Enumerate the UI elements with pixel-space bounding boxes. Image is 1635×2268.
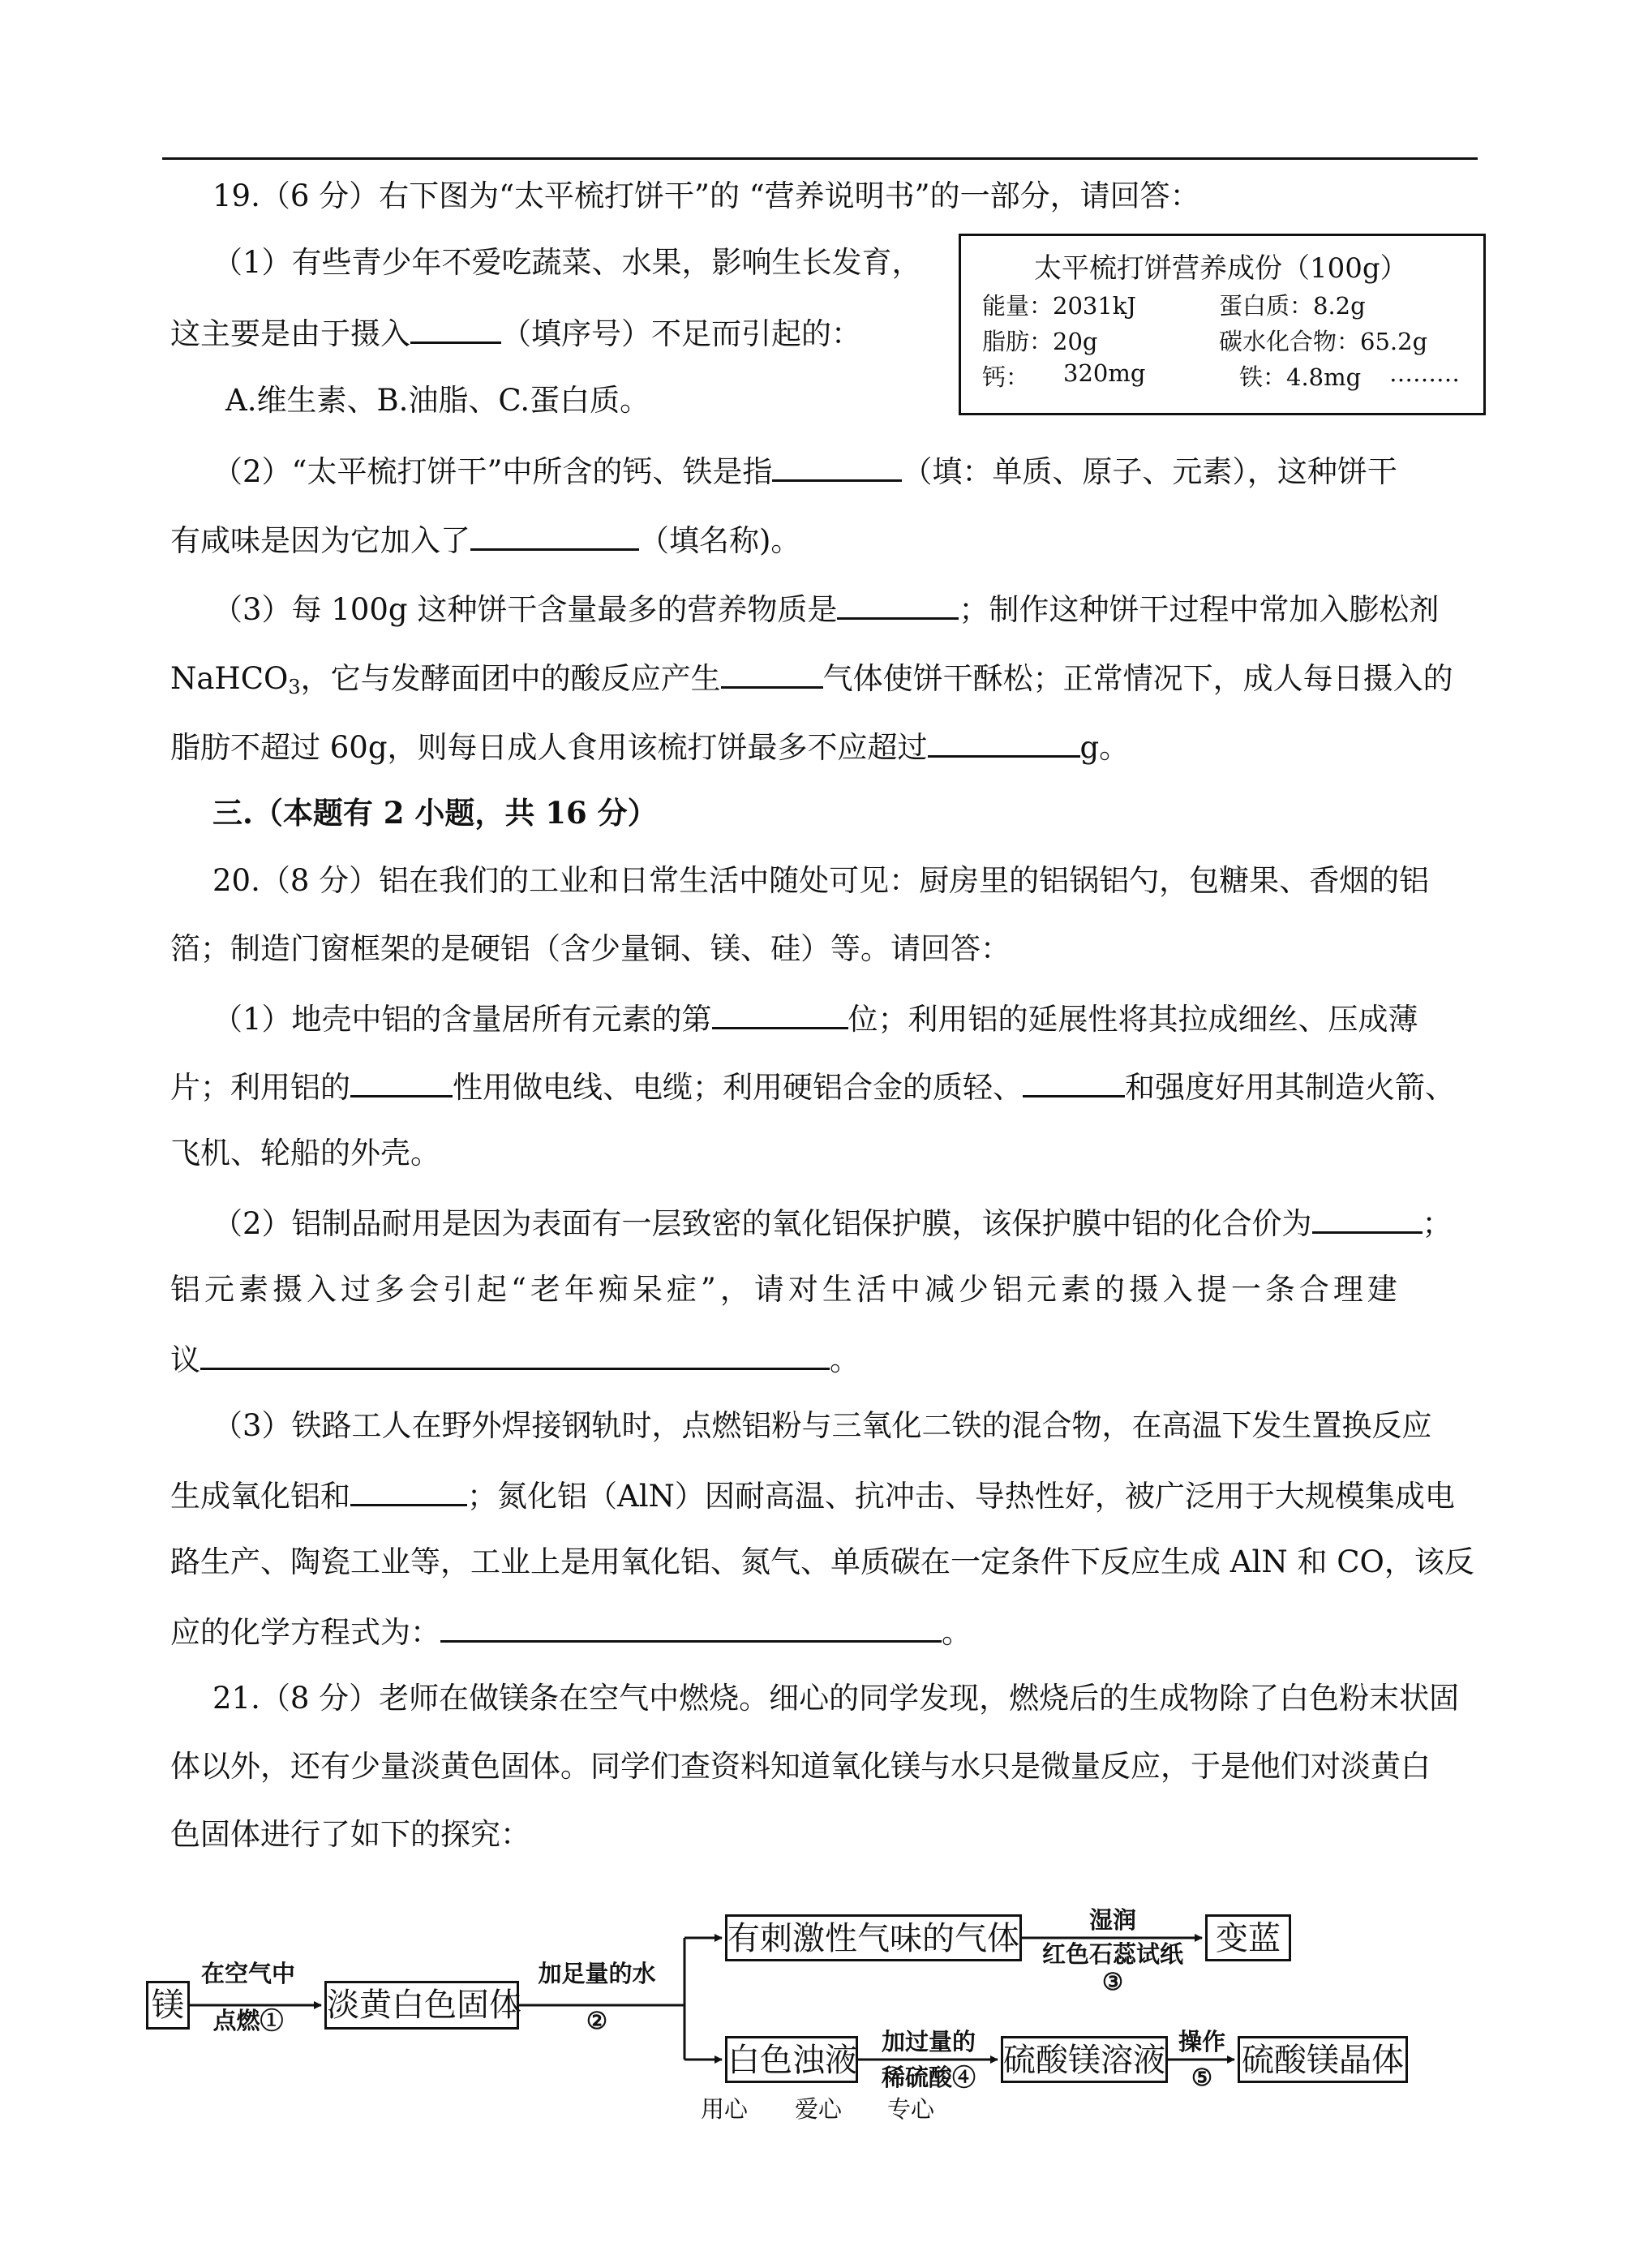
flow-box-turbid: 白色浊液 (725, 2036, 858, 2083)
nutrition-title: 太平梳打饼营养成份（100g） (1034, 252, 1408, 285)
flow-box-solution: 硫酸镁溶液 (1001, 2036, 1168, 2083)
nutrition-protein: 蛋白质：8.2g (1219, 292, 1366, 320)
flow-box-blue: 变蓝 (1205, 1914, 1291, 1961)
flow-box-mg: 镁 (146, 1981, 190, 2030)
q20-part3-line2: 生成氧化铝和 ；氮化铝（AlN）因耐高温、抗冲击、导热性好，被广泛用于大规模集成电 (170, 1475, 1455, 1516)
flow-label-step5-top: 操作 (1178, 2028, 1225, 2055)
flow-label-step1-bottom: 点燃① (212, 2007, 284, 2034)
nutrition-carbs: 碳水化合物：65.2g (1219, 328, 1428, 355)
flow-label-step2-bottom: ② (586, 2007, 607, 2034)
q19-part1-line1: （1）有些青少年不爱吃蔬菜、水果，影响生长发育， (212, 245, 922, 280)
flow-label-step5-bottom: ⑤ (1191, 2064, 1212, 2091)
flow-label-step4-top: 加过量的 (881, 2028, 976, 2055)
flow-label-step3-mid: 红色石蕊试纸 (1041, 1940, 1183, 1968)
q19-part3-line2: NaHCO$_3$，它与发酵面团中的酸反应产生 气体使饼干酥松；正常情况下，成人每日摄入的 (170, 657, 1453, 707)
q19-part2-line2: 有咸味是因为它加入了 （填名称)。 (170, 519, 800, 561)
q21-line1: 21.（8 分）老师在做镁条在空气中燃烧。细心的同学发现，燃烧后的生成物除了白色粉末状固 (212, 1681, 1460, 1716)
flow-box-yellow-solid: 淡黄白色固体 (324, 1981, 519, 2030)
section3-heading: 三.（本题有 2 小题，共 16 分） (212, 795, 658, 831)
flow-label-step1-top: 在空气中 (200, 1960, 295, 1987)
flow-label-step3-bottom: ③ (1102, 1968, 1123, 1995)
q20-part1-line1: （1）地壳中铝的含量居所有元素的第 位；利用铝的延展性将其拉成细丝、压成薄 (212, 998, 1418, 1039)
q20-part2-line3: 议 。 (170, 1338, 860, 1380)
nutrition-fat: 脂肪：20g (982, 328, 1098, 355)
q20-part1-line2: 片；利用铝的 性用做电线、电缆；利用硬铝合金的质轻、 和强度好用其制造火箭、 (170, 1066, 1455, 1107)
q20-part3-line3: 路生产、陶瓷工业等，工业上是用氧化铝、氮气、单质碳在一定条件下反应生成 AlN 和 CO，该反 (170, 1544, 1474, 1579)
nutrition-iron: 铁：4.8mg (1239, 363, 1362, 391)
nutrition-energy: 能量：2031kJ (982, 292, 1137, 320)
q20-part3-line4: 应的化学方程式为： 。 (170, 1611, 972, 1652)
q19-part3-line1: （3）每 100g 这种饼干含量最多的营养物质是 ；制作这种饼干过程中常加入膨松剂 (212, 588, 1439, 629)
footer-text-3: 专心 (887, 2095, 935, 2123)
q19-title: 19.（6 分）右下图为“太平梳打饼干”的 “营养说明书”的一部分，请回答： (212, 178, 1200, 213)
q20-part1-line3: 飞机、轮船的外壳。 (170, 1136, 440, 1171)
nutrition-calcium-label: 钙： (982, 363, 1030, 391)
nutrition-ellipsis: ……… (1389, 359, 1460, 387)
q19-part1-line2: 这主要是由于摄入 （填序号）不足而引起的： (170, 312, 861, 354)
footer-text-2: 爱心 (795, 2095, 843, 2123)
q19-part2-line1: （2）“太平梳打饼干”中所含的钙、铁是指 （填：单质、原子、元素），这种饼干 (212, 450, 1397, 492)
q20-part2-line1: （2）铝制品耐用是因为表面有一层致密的氧化铝保护膜，该保护膜中铝的化合价为 ； (212, 1202, 1453, 1244)
flow-box-crystal: 硫酸镁晶体 (1238, 2036, 1408, 2083)
nutrition-calcium-value: 320mg (1063, 359, 1146, 387)
q19-options: A.维生素、B.油脂、C.蛋白质。 (225, 383, 650, 418)
flow-label-step2-top: 加足量的水 (538, 1960, 656, 1987)
flow-box-gas: 有刺激性气味的气体 (725, 1914, 1022, 1961)
q19-part3-line3: 脂肪不超过 60g，则每日成人食用该梳打饼最多不应超过 g。 (170, 726, 1129, 767)
q20-part2-line2: 铝元素摄入过多会引起“老年痴呆症”，请对生活中减少铝元素的摄入提一条合理建 (170, 1272, 1401, 1307)
flow-label-step4-bottom: 稀硫酸④ (881, 2064, 976, 2091)
footer-text-1: 用心 (701, 2095, 749, 2123)
q20-part3-line1: （3）铁路工人在野外焊接钢轨时，点燃铝粉与三氧化二铁的混合物，在高温下发生置换反应 (212, 1408, 1432, 1443)
q20-line2: 箔；制造门窗框架的是硬铝（含少量铜、镁、硅）等。请回答： (170, 931, 1011, 966)
q21-line3: 色固体进行了如下的探究： (170, 1817, 530, 1852)
flow-label-step3-top: 湿润 (1088, 1906, 1136, 1934)
q20-line1: 20.（8 分）铝在我们的工业和日常生活中随处可见：厨房里的铝锅铝勺，包糖果、香烟的铝 (212, 863, 1430, 898)
q21-line2: 体以外，还有少量淡黄色固体。同学们查资料知道氧化镁与水只是微量反应，于是他们对淡黄白 (170, 1749, 1431, 1784)
